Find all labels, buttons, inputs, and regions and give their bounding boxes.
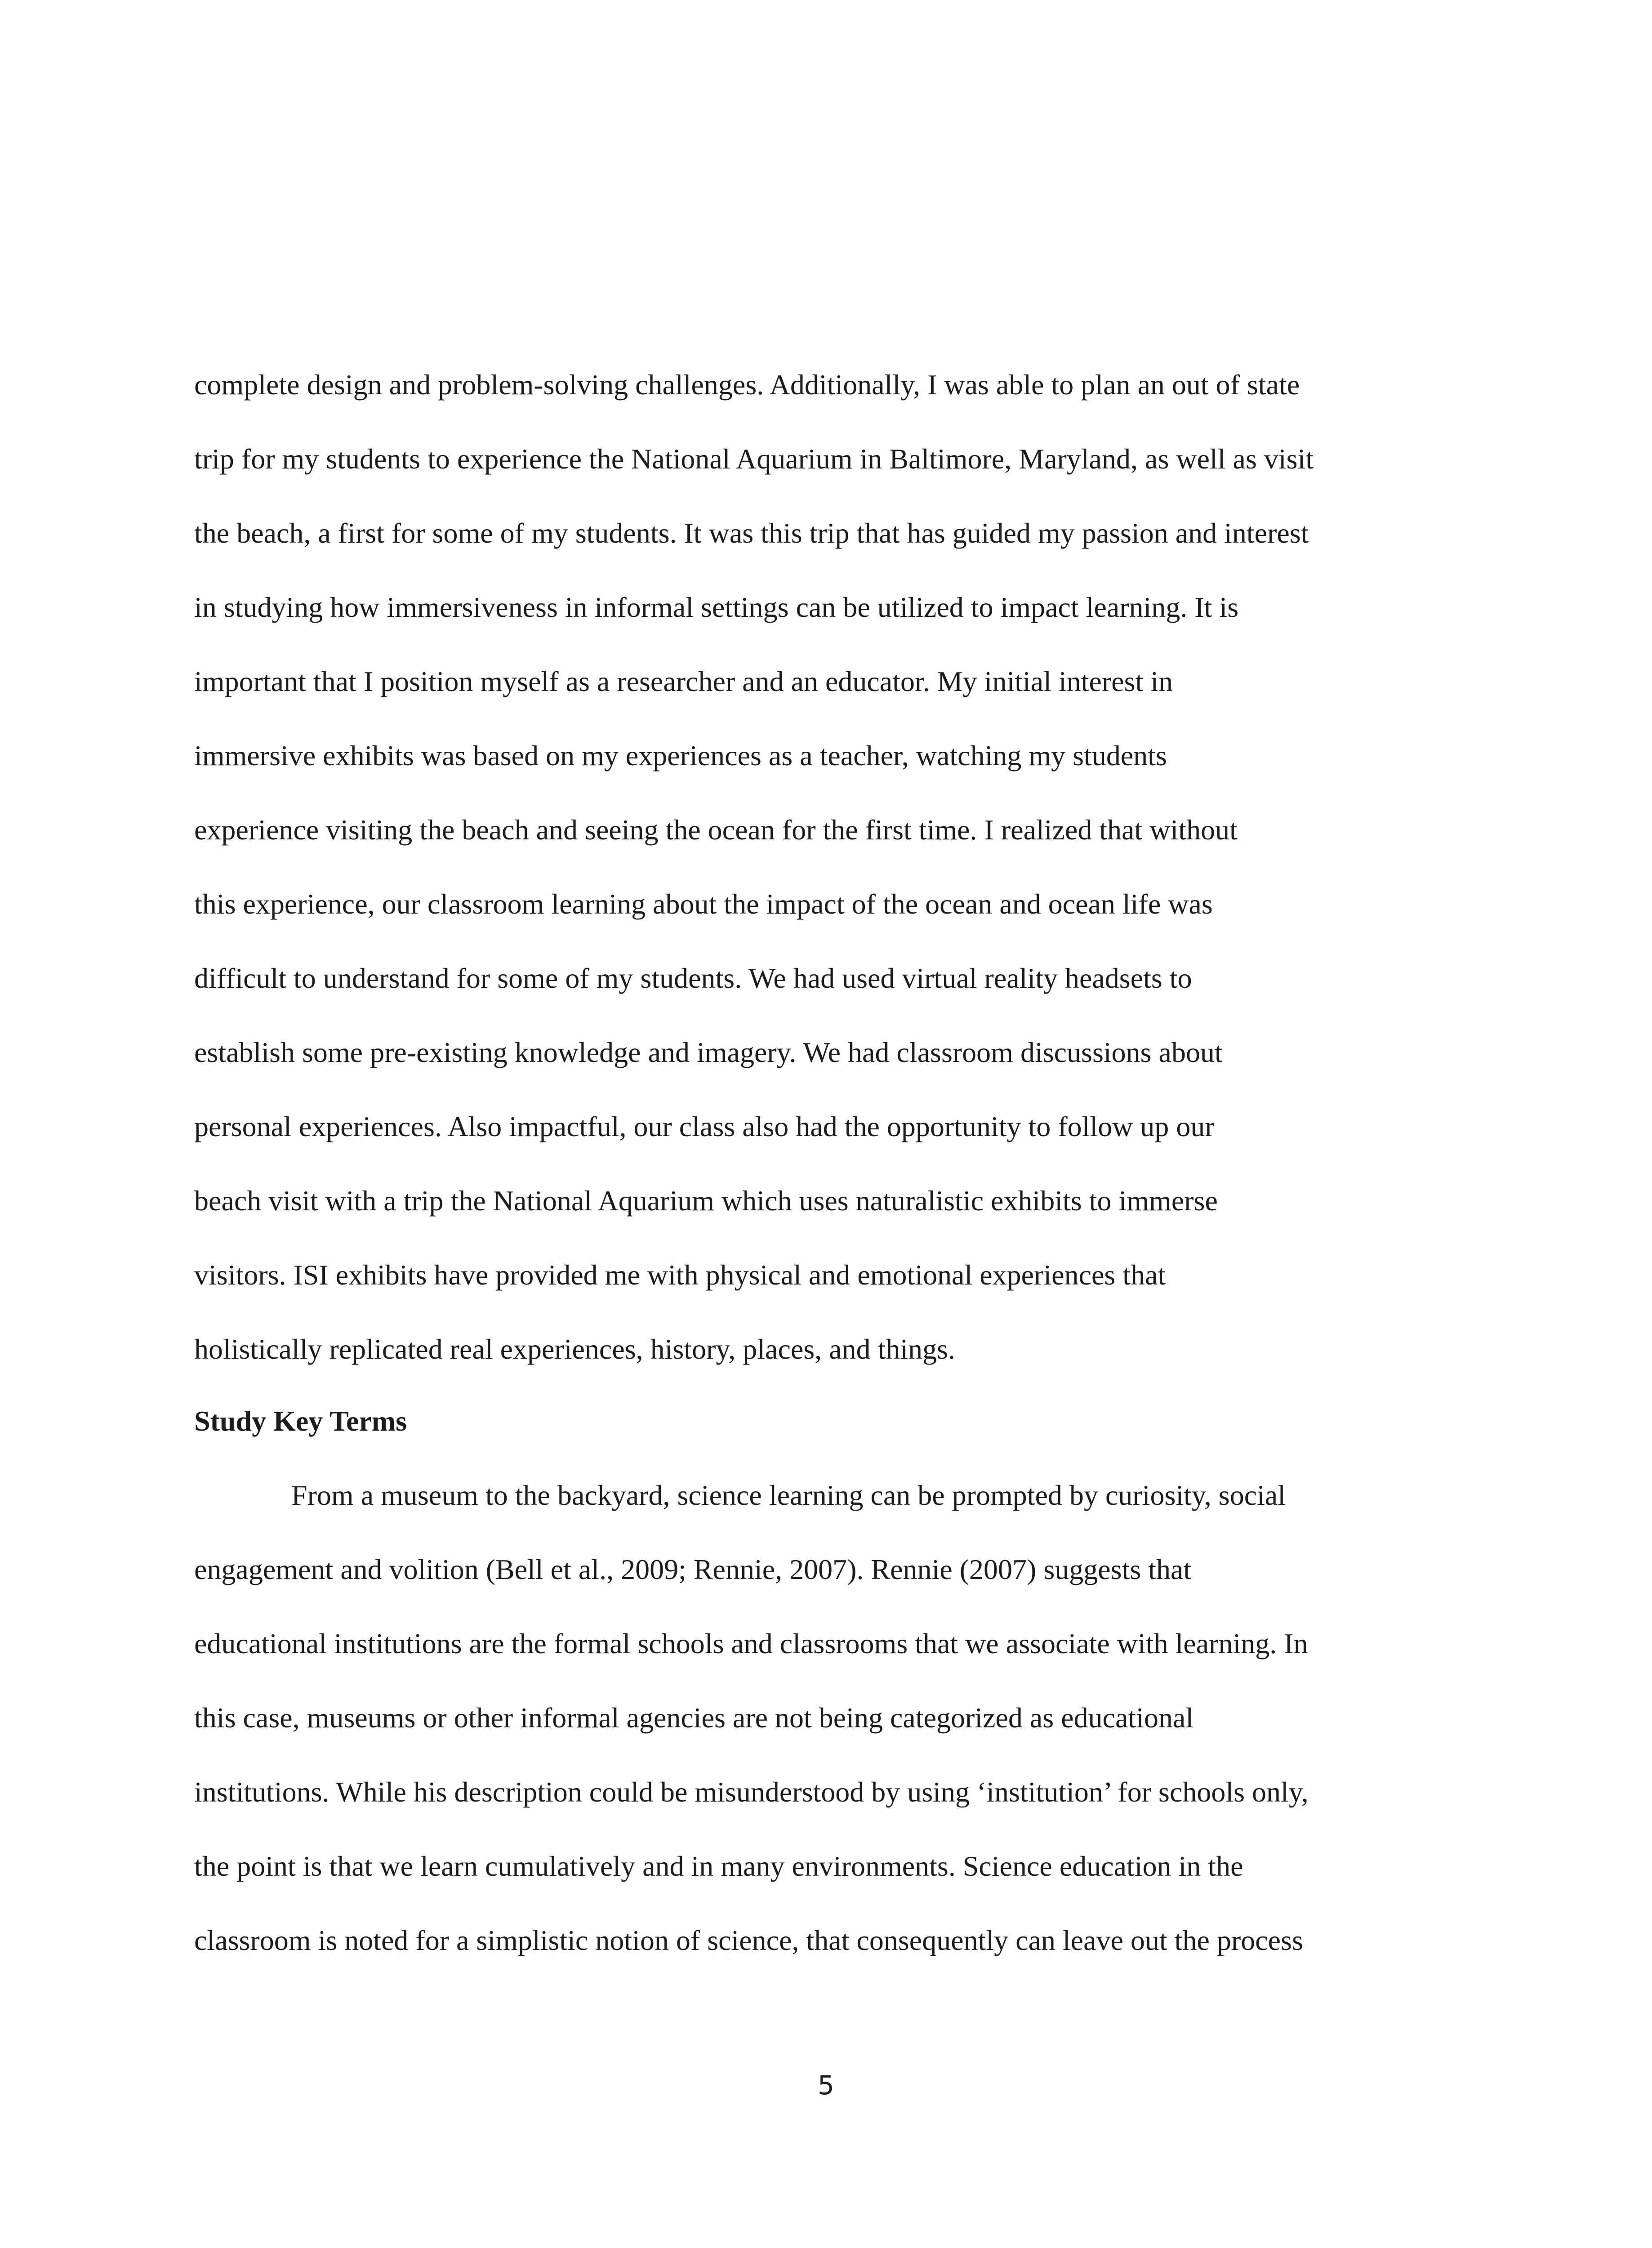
text-line: institutions. While his description could be misunderstood by using ‘institution’ for schools only, xyxy=(194,1776,1309,1808)
text-line: visitors. ISI exhibits have provided me with physical and emotional experiences that xyxy=(194,1259,1166,1291)
text-line: engagement and volition (Bell et al., 2009; Rennie, 2007). Rennie (2007) suggests that xyxy=(194,1553,1192,1585)
text-line: classroom is noted for a simplistic notion of science, that consequently can leave out the process xyxy=(194,1924,1303,1956)
text-line: beach visit with a trip the National Aquarium which uses naturalistic exhibits to immerse xyxy=(194,1185,1218,1217)
text-line: this experience, our classroom learning about the impact of the ocean and ocean life was xyxy=(194,888,1213,920)
text-line: personal experiences. Also impactful, our class also had the opportunity to follow up our xyxy=(194,1111,1215,1142)
text-line: holistically replicated real experiences, history, places, and things. xyxy=(194,1333,956,1365)
text-line: educational institutions are the formal schools and classrooms that we associate with learning. In xyxy=(194,1628,1308,1659)
text-line: immersive exhibits was based on my experiences as a teacher, watching my students xyxy=(194,740,1167,772)
section-heading: Study Key Terms xyxy=(194,1405,407,1437)
text-line: this case, museums or other informal agencies are not being categorized as educational xyxy=(194,1702,1194,1734)
text-line: important that I position myself as a researcher and an educator. My initial interest in xyxy=(194,665,1173,697)
page-number: 5 xyxy=(818,2070,834,2101)
text-line: trip for my students to experience the National Aquarium in Baltimore, Maryland, as well as visit xyxy=(194,443,1314,475)
text-line: From a museum to the backyard, science learning can be prompted by curiosity, social xyxy=(291,1479,1286,1511)
text-line: complete design and problem-solving challenges. Additionally, I was able to plan an out of state xyxy=(194,369,1300,401)
text-line: difficult to understand for some of my students. We had used virtual reality headsets to xyxy=(194,962,1192,994)
text-line: in studying how immersiveness in informal settings can be utilized to impact learning. It is xyxy=(194,591,1239,623)
text-line: the point is that we learn cumulatively and in many environments. Science education in the xyxy=(194,1850,1243,1882)
text-line: experience visiting the beach and seeing the ocean for the first time. I realized that without xyxy=(194,814,1238,846)
text-line: establish some pre-existing knowledge and imagery. We had classroom discussions about xyxy=(194,1036,1223,1068)
text-line: the beach, a first for some of my students. It was this trip that has guided my passion and interest xyxy=(194,517,1309,549)
